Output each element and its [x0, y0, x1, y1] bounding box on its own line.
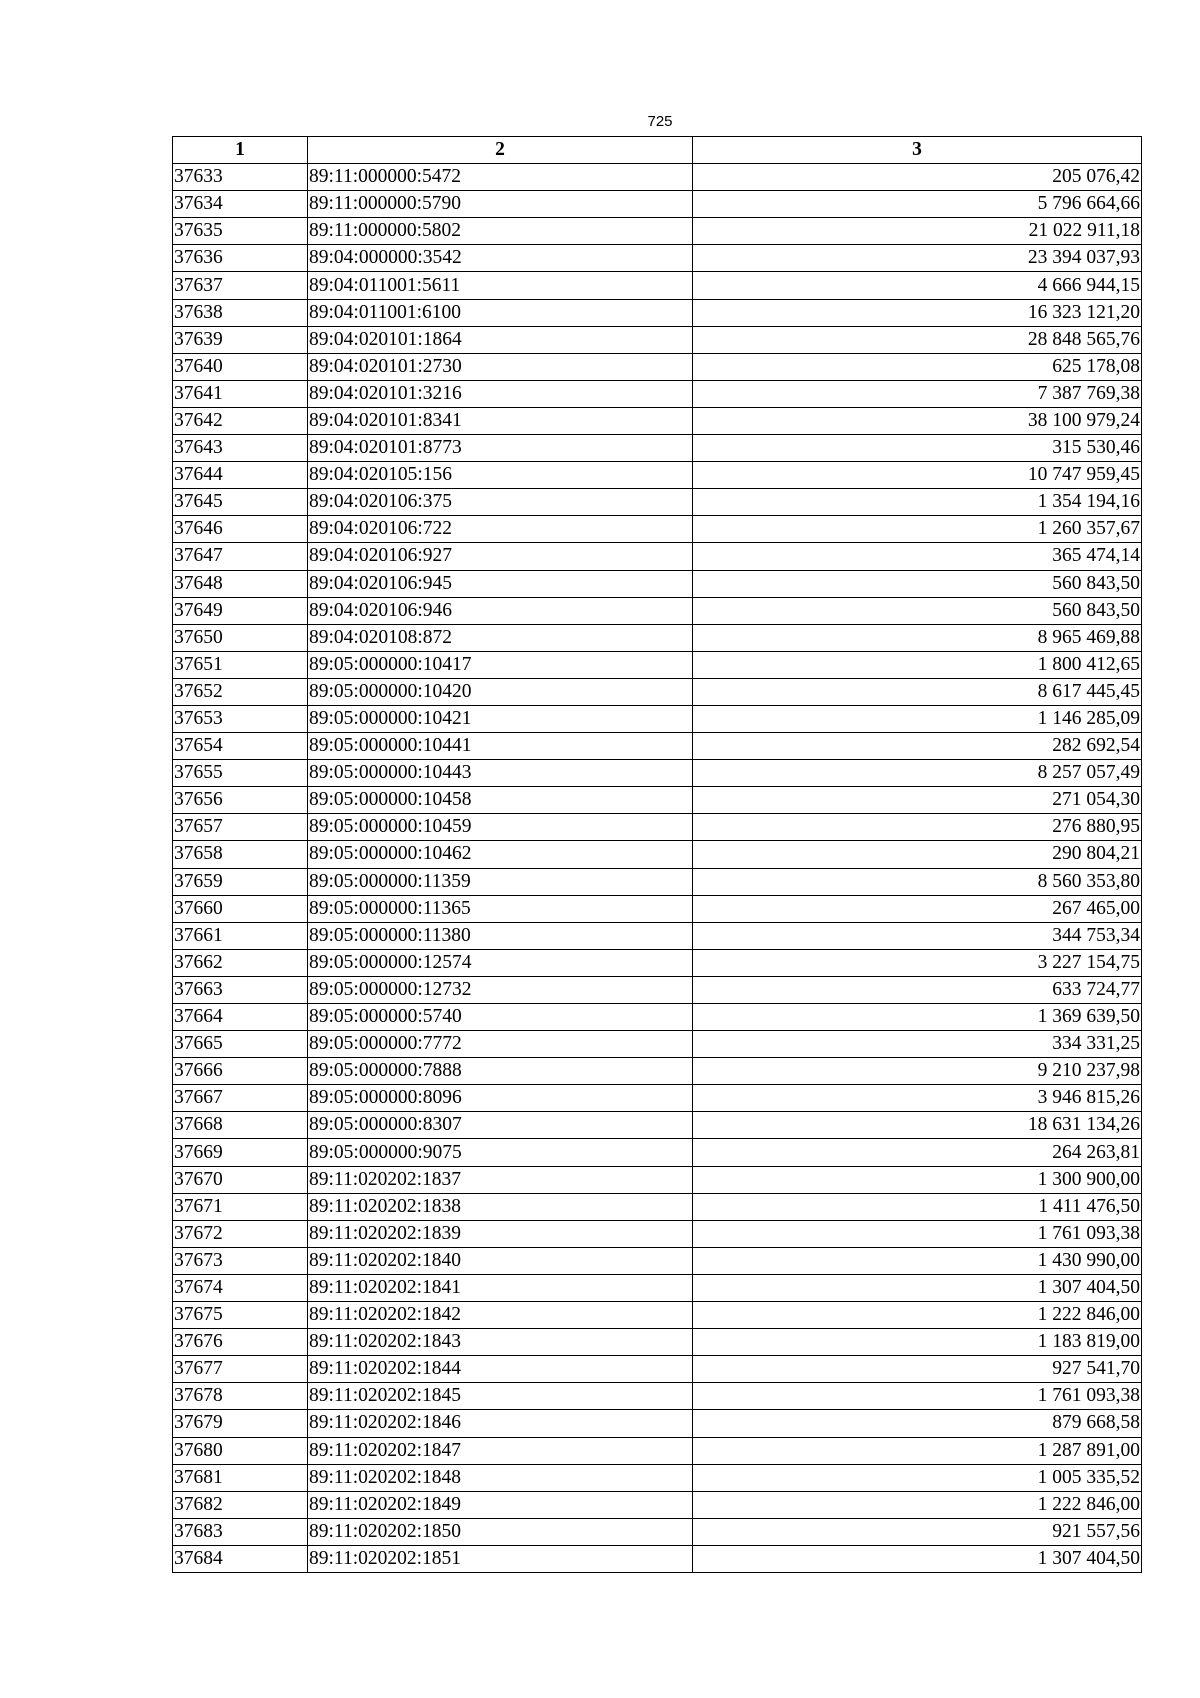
cadastral-number-cell: 89:04:020106:946 [308, 597, 693, 624]
cadastral-number-cell: 89:04:020106:375 [308, 489, 693, 516]
row-number-cell: 37684 [173, 1545, 308, 1572]
row-number-cell: 37637 [173, 272, 308, 299]
value-cell: 10 747 959,45 [693, 462, 1142, 489]
table-row [173, 1410, 1142, 1437]
cadastral-number-cell: 89:05:000000:5740 [308, 1004, 693, 1031]
value-cell: 1 183 819,00 [693, 1329, 1142, 1356]
value-cell: 23 394 037,93 [693, 245, 1142, 272]
table-row [173, 1004, 1142, 1031]
value-cell: 8 617 445,45 [693, 678, 1142, 705]
value-cell: 1 146 285,09 [693, 705, 1142, 732]
row-number-cell: 37679 [173, 1410, 308, 1437]
value-cell: 315 530,46 [693, 435, 1142, 462]
cadastral-number-cell: 89:04:020106:945 [308, 570, 693, 597]
table-row [173, 1112, 1142, 1139]
row-number-cell: 37663 [173, 976, 308, 1003]
table-row [173, 380, 1142, 407]
value-cell: 1 222 846,00 [693, 1302, 1142, 1329]
table-row [173, 705, 1142, 732]
cadastral-number-cell: 89:05:000000:11380 [308, 922, 693, 949]
cadastral-number-cell: 89:05:000000:10420 [308, 678, 693, 705]
value-cell: 5 796 664,66 [693, 191, 1142, 218]
row-number-cell: 37676 [173, 1329, 308, 1356]
value-cell: 1 300 900,00 [693, 1166, 1142, 1193]
table-row [173, 1356, 1142, 1383]
value-cell: 38 100 979,24 [693, 407, 1142, 434]
table-row [173, 1491, 1142, 1518]
cadastral-number-cell: 89:04:011001:5611 [308, 272, 693, 299]
row-number-cell: 37660 [173, 895, 308, 922]
table-row [173, 1139, 1142, 1166]
table-body [173, 164, 1142, 1573]
table-row [173, 1437, 1142, 1464]
table-row [173, 299, 1142, 326]
cadastral-number-cell: 89:11:020202:1845 [308, 1383, 693, 1410]
value-cell: 1 260 357,67 [693, 516, 1142, 543]
cadastral-number-cell: 89:04:020108:872 [308, 624, 693, 651]
table-row [173, 489, 1142, 516]
row-number-cell: 37653 [173, 705, 308, 732]
value-cell: 8 965 469,88 [693, 624, 1142, 651]
row-number-cell: 37674 [173, 1274, 308, 1301]
table-row [173, 1166, 1142, 1193]
cadastral-number-cell: 89:04:011001:6100 [308, 299, 693, 326]
table-row [173, 733, 1142, 760]
row-number-cell: 37633 [173, 164, 308, 191]
column-header-3: 3 [693, 137, 1142, 164]
value-cell: 264 263,81 [693, 1139, 1142, 1166]
cadastral-number-cell: 89:05:000000:10443 [308, 760, 693, 787]
value-cell: 16 323 121,20 [693, 299, 1142, 326]
cadastral-number-cell: 89:11:020202:1846 [308, 1410, 693, 1437]
table-row [173, 1274, 1142, 1301]
row-number-cell: 37648 [173, 570, 308, 597]
column-header-2: 2 [308, 137, 693, 164]
table-row [173, 1518, 1142, 1545]
table-row [173, 191, 1142, 218]
value-cell: 21 022 911,18 [693, 218, 1142, 245]
value-cell: 8 560 353,80 [693, 868, 1142, 895]
table-header-row [173, 137, 1142, 164]
value-cell: 1 761 093,38 [693, 1220, 1142, 1247]
value-cell: 1 761 093,38 [693, 1383, 1142, 1410]
table-row [173, 976, 1142, 1003]
table-row [173, 1085, 1142, 1112]
cadastral-number-cell: 89:11:000000:5790 [308, 191, 693, 218]
value-cell: 4 666 944,15 [693, 272, 1142, 299]
value-cell: 334 331,25 [693, 1031, 1142, 1058]
table-row [173, 407, 1142, 434]
cadastral-number-cell: 89:05:000000:10462 [308, 841, 693, 868]
row-number-cell: 37678 [173, 1383, 308, 1410]
row-number-cell: 37654 [173, 733, 308, 760]
row-number-cell: 37681 [173, 1464, 308, 1491]
table-row [173, 1464, 1142, 1491]
table-row [173, 570, 1142, 597]
table-row [173, 1383, 1142, 1410]
table-row [173, 245, 1142, 272]
value-cell: 28 848 565,76 [693, 326, 1142, 353]
value-cell: 921 557,56 [693, 1518, 1142, 1545]
value-cell: 8 257 057,49 [693, 760, 1142, 787]
row-number-cell: 37675 [173, 1302, 308, 1329]
cadastral-number-cell: 89:05:000000:10458 [308, 787, 693, 814]
row-number-cell: 37657 [173, 814, 308, 841]
row-number-cell: 37683 [173, 1518, 308, 1545]
value-cell: 1 005 335,52 [693, 1464, 1142, 1491]
value-cell: 3 227 154,75 [693, 949, 1142, 976]
table-row [173, 462, 1142, 489]
cadastral-number-cell: 89:04:020105:156 [308, 462, 693, 489]
cadastral-number-cell: 89:05:000000:10417 [308, 651, 693, 678]
value-cell: 1 222 846,00 [693, 1491, 1142, 1518]
row-number-cell: 37647 [173, 543, 308, 570]
row-number-cell: 37670 [173, 1166, 308, 1193]
cadastral-number-cell: 89:05:000000:10459 [308, 814, 693, 841]
value-cell: 1 800 412,65 [693, 651, 1142, 678]
row-number-cell: 37651 [173, 651, 308, 678]
cadastral-number-cell: 89:05:000000:12732 [308, 976, 693, 1003]
row-number-cell: 37643 [173, 435, 308, 462]
cadastral-number-cell: 89:11:020202:1837 [308, 1166, 693, 1193]
page-number: 725 [647, 113, 673, 130]
cadastral-number-cell: 89:05:000000:10421 [308, 705, 693, 732]
table-row [173, 164, 1142, 191]
table-row [173, 760, 1142, 787]
row-number-cell: 37682 [173, 1491, 308, 1518]
value-cell: 625 178,08 [693, 353, 1142, 380]
value-cell: 1 430 990,00 [693, 1247, 1142, 1274]
data-table [172, 136, 1142, 1573]
row-number-cell: 37668 [173, 1112, 308, 1139]
row-number-cell: 37664 [173, 1004, 308, 1031]
cadastral-number-cell: 89:11:020202:1851 [308, 1545, 693, 1572]
table-row [173, 1031, 1142, 1058]
row-number-cell: 37655 [173, 760, 308, 787]
cadastral-number-cell: 89:05:000000:8307 [308, 1112, 693, 1139]
row-number-cell: 37638 [173, 299, 308, 326]
row-number-cell: 37656 [173, 787, 308, 814]
row-number-cell: 37673 [173, 1247, 308, 1274]
table-row [173, 516, 1142, 543]
value-cell: 879 668,58 [693, 1410, 1142, 1437]
cadastral-number-cell: 89:11:020202:1841 [308, 1274, 693, 1301]
value-cell: 282 692,54 [693, 733, 1142, 760]
cadastral-number-cell: 89:05:000000:11359 [308, 868, 693, 895]
row-number-cell: 37680 [173, 1437, 308, 1464]
cadastral-number-cell: 89:04:000000:3542 [308, 245, 693, 272]
value-cell: 18 631 134,26 [693, 1112, 1142, 1139]
table-row [173, 841, 1142, 868]
cadastral-number-cell: 89:04:020101:2730 [308, 353, 693, 380]
row-number-cell: 37636 [173, 245, 308, 272]
value-cell: 205 076,42 [693, 164, 1142, 191]
table-row [173, 678, 1142, 705]
row-number-cell: 37641 [173, 380, 308, 407]
value-cell: 9 210 237,98 [693, 1058, 1142, 1085]
cadastral-number-cell: 89:04:020101:3216 [308, 380, 693, 407]
cadastral-number-cell: 89:11:020202:1844 [308, 1356, 693, 1383]
table-row [173, 1247, 1142, 1274]
row-number-cell: 37667 [173, 1085, 308, 1112]
cadastral-number-cell: 89:11:020202:1838 [308, 1193, 693, 1220]
value-cell: 1 287 891,00 [693, 1437, 1142, 1464]
cadastral-number-cell: 89:05:000000:7888 [308, 1058, 693, 1085]
row-number-cell: 37669 [173, 1139, 308, 1166]
table-row [173, 868, 1142, 895]
value-cell: 633 724,77 [693, 976, 1142, 1003]
row-number-cell: 37666 [173, 1058, 308, 1085]
value-cell: 1 369 639,50 [693, 1004, 1142, 1031]
value-cell: 560 843,50 [693, 597, 1142, 624]
column-header-1: 1 [173, 137, 308, 164]
value-cell: 267 465,00 [693, 895, 1142, 922]
cadastral-number-cell: 89:11:020202:1842 [308, 1302, 693, 1329]
row-number-cell: 37671 [173, 1193, 308, 1220]
value-cell: 290 804,21 [693, 841, 1142, 868]
cadastral-number-cell: 89:11:000000:5472 [308, 164, 693, 191]
table-row [173, 1058, 1142, 1085]
cadastral-number-cell: 89:11:020202:1850 [308, 1518, 693, 1545]
value-cell: 7 387 769,38 [693, 380, 1142, 407]
cadastral-number-cell: 89:04:020101:8341 [308, 407, 693, 434]
table-row [173, 1329, 1142, 1356]
row-number-cell: 37649 [173, 597, 308, 624]
table-row [173, 1545, 1142, 1572]
cadastral-number-cell: 89:11:020202:1848 [308, 1464, 693, 1491]
row-number-cell: 37652 [173, 678, 308, 705]
cadastral-number-cell: 89:05:000000:10441 [308, 733, 693, 760]
value-cell: 1 307 404,50 [693, 1545, 1142, 1572]
value-cell: 271 054,30 [693, 787, 1142, 814]
table-row [173, 1302, 1142, 1329]
value-cell: 276 880,95 [693, 814, 1142, 841]
table-row [173, 218, 1142, 245]
cadastral-number-cell: 89:05:000000:11365 [308, 895, 693, 922]
row-number-cell: 37634 [173, 191, 308, 218]
table-row [173, 597, 1142, 624]
table-row [173, 1220, 1142, 1247]
table-row [173, 949, 1142, 976]
table-row [173, 814, 1142, 841]
value-cell: 560 843,50 [693, 570, 1142, 597]
value-cell: 1 354 194,16 [693, 489, 1142, 516]
row-number-cell: 37672 [173, 1220, 308, 1247]
cadastral-number-cell: 89:11:000000:5802 [308, 218, 693, 245]
value-cell: 344 753,34 [693, 922, 1142, 949]
cadastral-number-cell: 89:05:000000:9075 [308, 1139, 693, 1166]
value-cell: 365 474,14 [693, 543, 1142, 570]
table-row [173, 272, 1142, 299]
value-cell: 1 307 404,50 [693, 1274, 1142, 1301]
cadastral-number-cell: 89:11:020202:1849 [308, 1491, 693, 1518]
table-row [173, 326, 1142, 353]
value-cell: 3 946 815,26 [693, 1085, 1142, 1112]
row-number-cell: 37650 [173, 624, 308, 651]
row-number-cell: 37635 [173, 218, 308, 245]
cadastral-number-cell: 89:11:020202:1843 [308, 1329, 693, 1356]
cadastral-number-cell: 89:05:000000:12574 [308, 949, 693, 976]
cadastral-number-cell: 89:05:000000:7772 [308, 1031, 693, 1058]
row-number-cell: 37662 [173, 949, 308, 976]
cadastral-number-cell: 89:04:020106:722 [308, 516, 693, 543]
table-row [173, 787, 1142, 814]
cadastral-number-cell: 89:11:020202:1839 [308, 1220, 693, 1247]
row-number-cell: 37642 [173, 407, 308, 434]
value-cell: 927 541,70 [693, 1356, 1142, 1383]
row-number-cell: 37661 [173, 922, 308, 949]
row-number-cell: 37645 [173, 489, 308, 516]
row-number-cell: 37677 [173, 1356, 308, 1383]
value-cell: 1 411 476,50 [693, 1193, 1142, 1220]
cadastral-number-cell: 89:11:020202:1840 [308, 1247, 693, 1274]
table-row [173, 895, 1142, 922]
row-number-cell: 37659 [173, 868, 308, 895]
table-row [173, 435, 1142, 462]
cadastral-number-cell: 89:05:000000:8096 [308, 1085, 693, 1112]
table-row [173, 543, 1142, 570]
table-row [173, 922, 1142, 949]
table-row [173, 651, 1142, 678]
row-number-cell: 37658 [173, 841, 308, 868]
cadastral-number-cell: 89:04:020101:1864 [308, 326, 693, 353]
table-row [173, 624, 1142, 651]
row-number-cell: 37639 [173, 326, 308, 353]
table-row [173, 353, 1142, 380]
cadastral-number-cell: 89:04:020101:8773 [308, 435, 693, 462]
row-number-cell: 37646 [173, 516, 308, 543]
table-row [173, 1193, 1142, 1220]
row-number-cell: 37644 [173, 462, 308, 489]
row-number-cell: 37640 [173, 353, 308, 380]
cadastral-number-cell: 89:11:020202:1847 [308, 1437, 693, 1464]
row-number-cell: 37665 [173, 1031, 308, 1058]
cadastral-number-cell: 89:04:020106:927 [308, 543, 693, 570]
